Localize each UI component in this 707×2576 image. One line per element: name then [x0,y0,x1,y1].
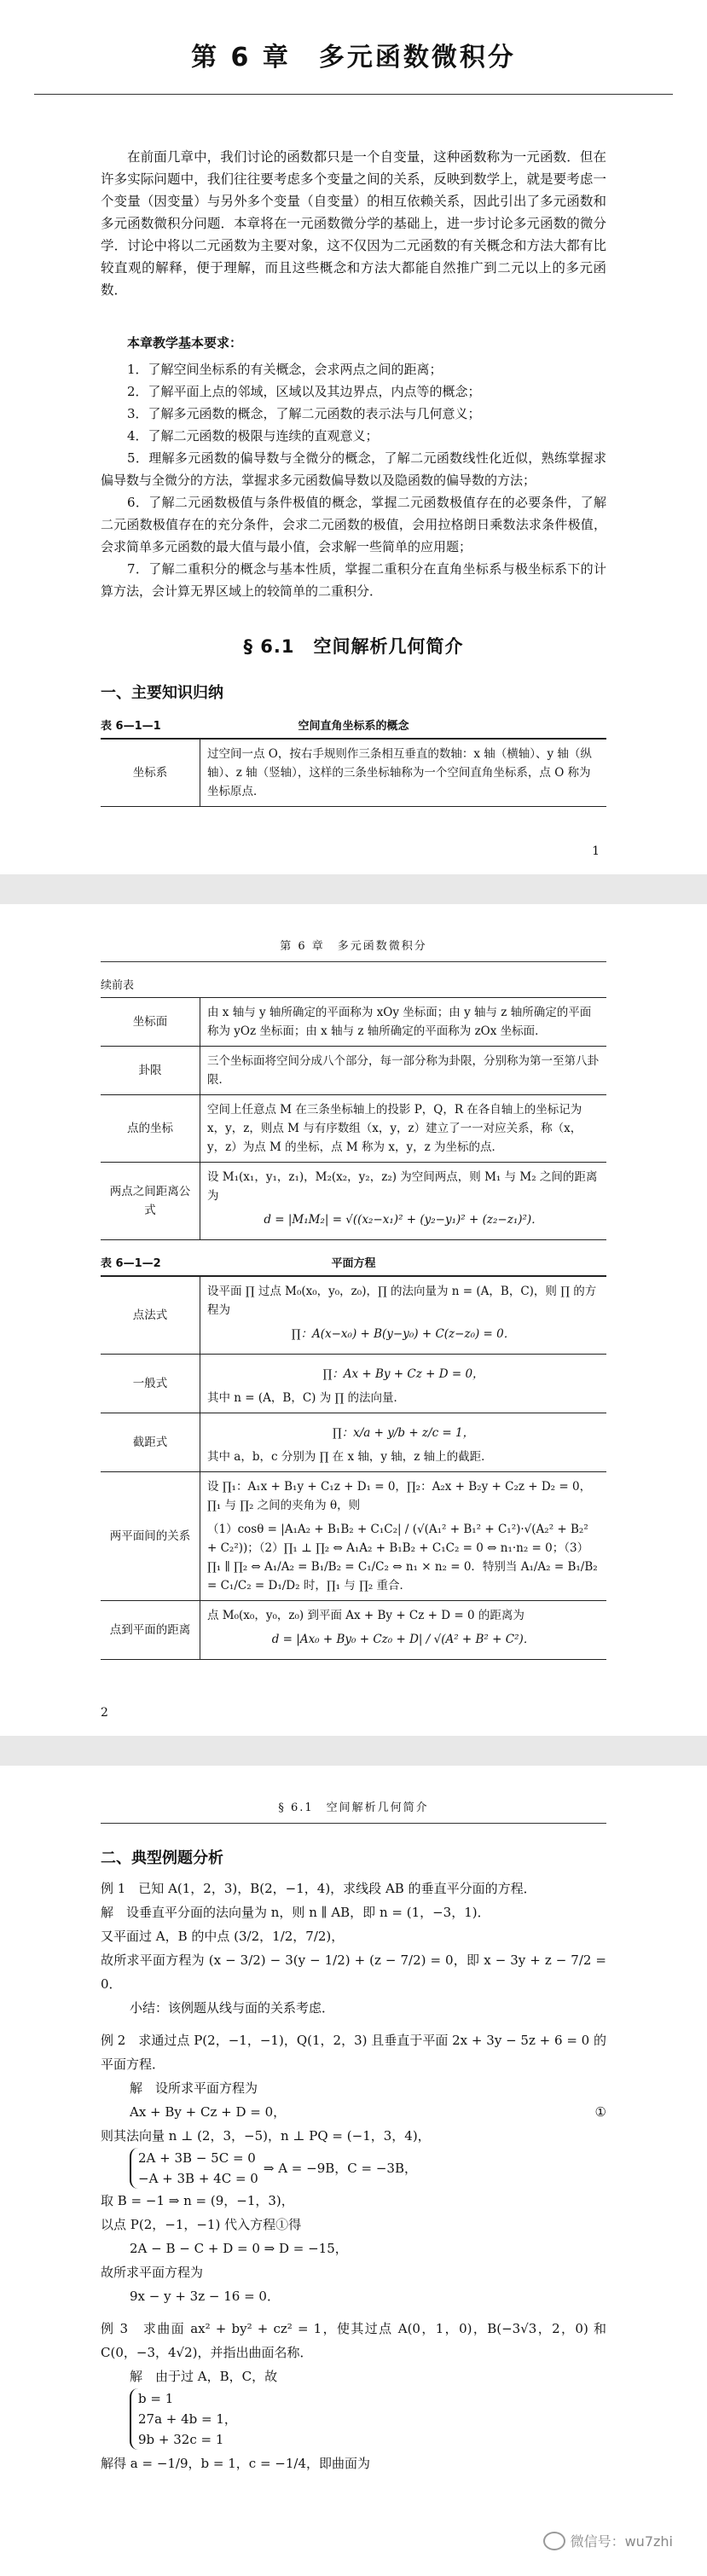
table-value [200,1413,607,1472]
subsection-title: 二、典型例题分析 [101,1849,223,1867]
system-eq: 2A + 3B − 5C = 0 [138,2150,256,2166]
table-caption [101,717,606,733]
example-line: 故所求平面方程为 (x − 3/2) − 3(y − 1/2) + (z − 7/2) = 0，即 x − 3y + z − 7/2 = 0． [101,1952,606,1992]
table-value [200,1472,607,1601]
system-eq: 27a + 4b = 1， [138,2411,237,2427]
table-key: 一般式 [101,1355,200,1413]
example-line: 取 B = −1 ⇒ n = (9，−1，3)， [101,2193,294,2208]
running-head: 第 6 章 多元函数微积分 [280,940,427,953]
table-value [200,1355,607,1413]
table-row [101,1472,606,1601]
example-line: 故所求平面方程为 [101,2265,204,2280]
table-caption [101,1254,606,1270]
table-row [101,1163,606,1240]
table-value [200,1276,607,1355]
table-value: 空间上任意点 M 在三条坐标轴上的投影 P，Q，R 在各自轴上的坐标记为 x，y，z，则点 M 与有序数组（x，y，z）建立了一一对应关系，称（x，y，z）为点 M 的坐标，点 M 称为 x，y，z 为坐标的点． [200,1095,607,1163]
table-key: 卦限 [101,1047,200,1095]
table-value: 过空间一点 O，按右手规则作三条相互垂直的数轴：x 轴（横轴）、y 轴（纵轴）、z 轴（竖轴），这样的三条坐标轴称为一个空间直角坐标系，点 O 称为坐标原点． [200,739,607,807]
table-title: 空间直角坐标系的概念 [298,720,409,733]
table-value [200,1601,607,1660]
chapter-title: 第 6 章 多元函数微积分 [191,43,516,73]
running-head: § 6.1 空间解析几何简介 [278,1801,429,1814]
watermark [543,2531,673,2550]
example-line: 例 3 求曲面 ax² + by² + cz² = 1，使其过点 A(0，1，0)，B(−3√3，2，0) 和 C(0，−3，4√2)，并指出曲面名称． [101,2321,606,2360]
table-coordinate-system [101,738,606,807]
example-summary: 小结：该例题从线与面的关系考虑． [130,2000,335,2016]
table-key: 截距式 [101,1413,200,1472]
row-formula: ∏：Ax + By + Cz + D = 0， [322,1367,484,1381]
goal-item: 4．了解二元函数的极限与连续的直观意义； [127,428,379,444]
table-row [101,998,606,1047]
example-line: 例 1 已知 A(1，2，3)，B(2，−1，4)，求线段 AB 的垂直平分面的方程． [101,1881,536,1896]
table-key: 点到平面的距离 [101,1601,200,1660]
table-key: 坐标面 [101,998,200,1047]
example-1 [101,1877,606,2020]
running-rule [101,961,606,962]
goal-item: 5．理解多元函数的偏导数与全微分的概念，了解二元函数线性化近似，熟练掌握求偏导数与全微分的方法，掌握求多元函数偏导数以及隐函数的偏导数的方法； [101,450,606,488]
goal-item: 7．了解二重积分的概念与基本性质，掌握二重积分在直角坐标系与极坐标系下的计算方法，会计算无界区域上的较简单的二重积分． [101,561,606,599]
goals-title: 本章教学基本要求： [127,335,243,351]
row-formula: ∏：x/a + y/b + z/c = 1， [332,1426,475,1440]
page-2 [0,904,707,1736]
example-line: 2A − B − C + D = 0 ⇒ D = −15， [130,2241,348,2256]
goal-item: 6．了解二元函数极值与条件极值的概念，掌握二元函数极值存在的必要条件，了解二元函数极值存在的充分条件，会求二元函数的极值，会用拉格朗日乘数法求条件极值，会求简单多元函数的最大值与最小值，会求解一些简单的应用题； [101,495,606,554]
goal-item: 3．了解多元函数的概念，了解二元函数的表示法与几何意义； [127,406,481,421]
example-line: 以点 P(2，−1，−1) 代入方程①得 [101,2217,302,2232]
table-number: 表 6—1—1 [101,720,161,733]
row-formula: （1）cosθ = |A₁A₂ + B₁B₂ + C₁C₂| / (√(A₁² + B₁² + C₁²)·√(A₂² + B₂² + C₂²))；（2）∏₁ ⊥ ∏₂ ⇔ A₁A₂ + B₁B₂ + C₁C₂ = 0 ⇔ n₁·n₂ = 0；（3）∏₁ ∥ ∏₂ ⇔ A₁/A₂ = B₁/B₂ = C₁/C₂ ⇔ n₁ × n₂ = 0．特别当 A₁/A₂ = B₁/B₂ = C₁/C₂ = D₁/D₂ 时，∏₁ 与 ∏₂ 重合． [207,1523,598,1593]
row-formula: ∏：A(x−x₀) + B(y−y₀) + C(z−z₀) = 0． [291,1327,516,1341]
table-plane-equations [101,1275,606,1660]
table-number: 表 6—1—2 [101,1257,161,1270]
goals-list [101,358,606,602]
page-number: 2 [101,1706,108,1720]
goal-item: 1．了解空间坐标系的有关概念，会求两点之间的距离； [127,362,443,377]
example-line: 解 设垂直平分面的法向量为 n，则 n ∥ AB，即 n = (1，−3，1)． [101,1905,490,1920]
table-row [101,1095,606,1163]
page-gap [0,1736,707,1766]
system-result: ⇒ A = −9B，C = −3B， [263,2161,417,2176]
example-line: 解 由于过 A，B，C，故 [130,2369,278,2384]
example-2 [101,2028,606,2308]
system-eq: b = 1 [138,2391,174,2406]
numbered-equation [101,2100,606,2124]
running-rule [101,1823,606,1824]
example-line: 解 设所求平面方程为 [130,2080,258,2096]
chapter-rule [34,94,673,95]
page-1 [0,0,707,874]
table-row [101,1355,606,1413]
subsection-title: 一、主要知识归纳 [101,684,223,702]
page-gap [0,874,707,904]
chapter-intro: 在前面几章中，我们讨论的函数都只是一个自变量，这种函数称为一元函数．但在许多实际问题中，我们往往要考虑多个变量之间的关系，反映到数学上，就是要考虑一个变量（因变量）与另外多个变量（自变量）的相互依赖关系，因此引出了多元函数和多元函数微积分问题．本章将在一元函数微分学的基础上，进一步讨论多元函数的微分学．讨论中将以二元函数为主要对象，这不仅因为二元函数的有关概念和方法大都有比较直观的解释，便于理解，而且这些概念和方法大都能自然推广到二元以上的多元函数． [101,149,606,298]
section-title: § 6.1 空间解析几何简介 [243,636,464,657]
table-value: 由 x 轴与 y 轴所确定的平面称为 xOy 坐标面；由 y 轴与 z 轴所确定的平面称为 yOz 坐标面；由 x 轴与 z 轴所确定的平面称为 zOx 坐标面． [200,998,607,1047]
table-row [101,739,606,807]
example-line: 例 2 求通过点 P(2，−1，−1)，Q(1，2，3) 且垂直于平面 2x + 3y − 5z + 6 = 0 的平面方程． [101,2033,606,2072]
goal-item: 2．了解平面上点的邻域，区域以及其边界点，内点等的概念； [127,384,481,399]
example-line: 则其法向量 n ⊥ (2，3，−5)，n ⊥ PQ = (−1，3，4)， [101,2128,431,2144]
page-number: 1 [592,844,600,858]
continued-label: 续前表 [101,979,135,992]
equation-tag: ① [594,2104,606,2120]
table-value: 三个坐标面将空间分成八个部分，每一部分称为卦限，分别称为第一至第八卦限． [200,1047,607,1095]
table-key: 两平面间的关系 [101,1472,200,1601]
equation: Ax + By + Cz + D = 0， [130,2104,287,2120]
table-row [101,1276,606,1355]
wechat-icon [543,2532,565,2550]
example-line: 又平面过 A，B 的中点 (3/2，1/2，7/2)， [101,1929,345,1944]
system-eq: −A + 3B + 4C = 0 [138,2171,258,2186]
system-eq: 9b + 32c = 1 [138,2432,224,2447]
distance-formula: d = |M₁M₂| = √((x₂−x₁)² + (y₂−y₁)² + (z₂−z₁)²)． [264,1213,543,1227]
row-text: 设 M₁(x₁，y₁，z₁)，M₂(x₂，y₂，z₂) 为空间两点，则 M₁ 与 M₂ 之间的距离为 [207,1170,598,1203]
row-text: 点 M₀(x₀，y₀，z₀) 到平面 Ax + By + Cz + D = 0 的距离为 [207,1609,524,1622]
table-key: 点的坐标 [101,1095,200,1163]
table-row [101,1413,606,1472]
table-title: 平面方程 [331,1257,376,1270]
table-coordinate-system-cont [101,997,606,1240]
example-line: 9x − y + 3z − 16 = 0． [130,2289,280,2304]
row-formula: d = |Ax₀ + By₀ + Cz₀ + D| / √(A² + B² + C²)． [271,1633,536,1646]
row-text: 设 ∏₁：A₁x + B₁y + C₁z + D₁ = 0，∏₂：A₂x + B₂y + C₂z + D₂ = 0，∏₁ 与 ∏₂ 之间的夹角为 θ，则 [207,1480,592,1512]
row-text: 其中 a，b，c 分别为 ∏ 在 x 轴，y 轴，z 轴上的截距． [207,1450,493,1464]
watermark-text: 微信号：wu7zhi [570,2533,673,2550]
page-3 [0,1766,707,2576]
equation-system [101,2148,606,2189]
system-brace [130,2148,258,2189]
table-row [101,1047,606,1095]
row-text: 其中 n = (A，B，C) 为 ∏ 的法向量． [207,1391,406,1405]
table-key: 两点之间距离公式 [101,1163,200,1240]
example-line: 解得 a = −1/9，b = 1，c = −1/4，即曲面为 [101,2456,370,2471]
table-key: 坐标系 [101,739,200,807]
system-brace [130,2388,237,2450]
example-3 [101,2317,606,2475]
row-text: 设平面 ∏ 过点 M₀(x₀，y₀，z₀)，∏ 的法向量为 n = (A，B，C)，则 ∏ 的方程为 [207,1285,597,1317]
table-key: 点法式 [101,1276,200,1355]
table-value [200,1163,607,1240]
table-row [101,1601,606,1660]
